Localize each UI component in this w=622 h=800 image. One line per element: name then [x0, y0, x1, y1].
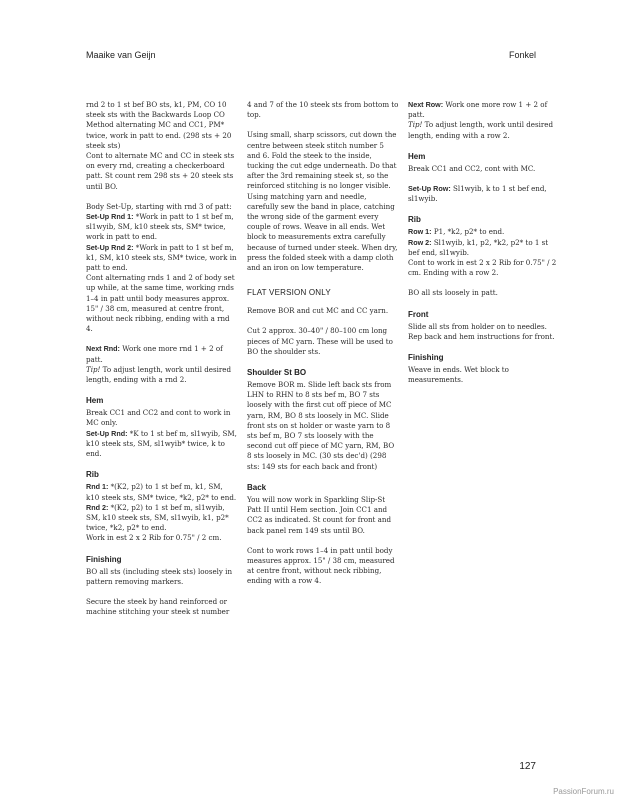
paragraph: Remove BOR and cut MC and CC yarn.: [247, 306, 389, 316]
paragraph: 4 and 7 of the 10 steek sts from bottom to top.: [247, 100, 399, 120]
page-number: 127: [519, 761, 536, 772]
instruction-text: Work one more row 1 + 2 of patt.: [408, 100, 548, 120]
pattern-title: Fonkel: [508, 50, 536, 60]
paragraph: Weave in ends. Wet block to measurements.: [408, 365, 509, 385]
column-1: [86, 100, 238, 627]
instruction-text: *(K2, p2) to 1 st bef m, sl1wyib, SM, k10 steek sts, SM, sl1wyib, k1, p2* twice, *k2, p2* to end.: [86, 502, 229, 533]
tip-label: Tip!: [86, 364, 101, 374]
instruction-text: *K to 1 st bef m, sl1wyib, SM, k10 steek sts, SM, sl1wyib* twice, k to end.: [86, 428, 237, 459]
instruction: [86, 503, 238, 534]
tip-label: Tip!: [408, 120, 423, 130]
paragraph: Remove BOR m. Slide left back sts from LHN to RHN to 8 sts bef m, BO 7 sts loosely with the first cut off piece of MC yarn, RM, BO 8 sts loosely in MC. Slide front sts on st holder or waste yarn to 8 sts bef m, BO 7 sts loosely with the second cut off piece of MC yarn, RM, BO 8 sts loosely in MC. (30 sts dec'd) (298 sts: 149 sts for each back and front): [247, 380, 395, 471]
paragraph: You will now work in Sparkling Slip-St Patt II until Hem section. Join CC1 and CC2 as indicated. St count for front and back panel rem 149 sts until BO.: [247, 494, 391, 535]
instruction-text: *(K2, p2) to 1 st bef m, k1, SM, k10 steek sts, SM* twice, *k2, p2* to end.: [86, 482, 237, 502]
instruction-text: *Work in patt to 1 st bef m, k1, SM, k10 steek sts, SM* twice, work in patt to end.: [86, 242, 237, 273]
instruction-label: Rnd 2:: [86, 502, 109, 512]
paragraph: Break CC1 and CC2 and cont to work in MC only.: [86, 408, 231, 428]
paragraph: Using small, sharp scissors, cut down the centre between steek stitch number 5 and 6. Fold the steek to the inside, tucking the cut edge underneath. Do that after the 3rd remaining steek st, so the reinforced stitching is no longer visible. Using matching yarn and needle, carefully sew the band in place, catching the wrong side of the garment every couple of rows. Weave in all ends. Wet block to measurements extra carefully because of turned under steek. When dry, press the folded steek with a damp cloth and an iron on low temperature.: [247, 130, 398, 273]
instruction: [86, 344, 238, 364]
instruction-label: Rnd 1:: [86, 482, 109, 492]
instruction-text: P1, *k2, p2* to end.: [431, 227, 505, 237]
tip: [86, 365, 238, 385]
paragraph: Break CC1 and CC2, cont with MC.: [408, 163, 536, 173]
section-heading: Hem: [408, 151, 426, 161]
column-2: [247, 100, 399, 597]
instruction-label: Next Row:: [408, 100, 444, 109]
paragraph: rnd 2 to 1 st bef BO sts, k1, PM, CO 10 steek sts with the Backwards Loop CO Method alternating MC and CC1, PM* twice, work in patt to end. (298 sts + 20 steek sts) Cont to alternate MC and CC in steek sts on every rnd, creating a checkerboard patt. St count rem 298 sts + 20 steek sts until BO.: [86, 100, 235, 191]
section-heading: FLAT VERSION ONLY: [247, 288, 331, 298]
section-heading: Front: [408, 309, 429, 319]
instruction-label: Set-Up Rnd 2:: [86, 242, 134, 252]
instruction-text: *Work in patt to 1 st bef m, sl1wyib, SM, k10 steek sts, SM* twice, work in patt to end.: [86, 212, 234, 242]
tip-text: To adjust length, work until desired length, ending with a rnd 2.: [86, 364, 232, 385]
paragraph: Slide all sts from holder on to needles. Rep back and hem instructions for front.: [408, 321, 555, 341]
section-heading: Finishing: [408, 353, 444, 363]
paragraph: Cont to work in est 2 x 2 Rib for 0.75" / 2 cm. Ending with a row 2.: [408, 258, 557, 278]
instruction-label: Set-Up Rnd 1:: [86, 212, 134, 222]
paragraph: BO all sts loosely in patt.: [408, 288, 498, 298]
instruction-text: Sl1wyib, k1, p2, *k2, p2* to 1 st bef end, sl1wyib.: [408, 237, 549, 257]
author-name: Maaike van Geijn: [86, 50, 156, 60]
tip-text: To adjust length, work until desired length, ending with a row 2.: [408, 120, 554, 140]
instruction: [408, 238, 560, 258]
instruction: [86, 482, 238, 502]
instruction: [408, 184, 560, 204]
instruction-label: Row 1:: [408, 227, 432, 237]
instruction-label: Set-Up Row:: [408, 184, 451, 194]
instruction-text: Sl1wyib, k to 1 st bef end, sl1wyib.: [408, 184, 547, 204]
instruction-text: Work one more rnd 1 + 2 of patt.: [86, 344, 223, 364]
paragraph: Work in est 2 x 2 Rib for 0.75" / 2 cm.: [86, 533, 222, 543]
instruction: [408, 100, 560, 120]
instruction-label: Row 2:: [408, 237, 432, 247]
paragraph: Body Set-Up, starting with rnd 3 of patt:: [86, 201, 232, 211]
paragraph: Secure the steek by hand reinforced or machine stitching your steek st number: [86, 596, 230, 617]
section-heading: Finishing: [86, 554, 122, 564]
instruction-label: Set-Up Rnd:: [86, 428, 128, 438]
instruction: [86, 243, 238, 274]
instruction: [86, 429, 238, 460]
paragraph: Cut 2 approx. 30–40" / 80–100 cm long pieces of MC yarn. These will be used to BO the shoulder sts.: [247, 326, 393, 356]
section-heading: Hem: [86, 396, 104, 406]
column-3: [408, 100, 560, 395]
section-heading: Rib: [408, 215, 421, 225]
instruction: [408, 227, 560, 237]
paragraph: Cont alternating rnds 1 and 2 of body set up while, at the same time, working rnds 1–4 in patt until body measures approx. 15" / 38 cm, measured at centre front, without neck ribbing, ending with a rnd 4.: [86, 273, 235, 334]
tip: [408, 120, 560, 140]
instruction: [86, 212, 238, 243]
paragraph: BO all sts (including steek sts) loosely in pattern removing markers.: [86, 566, 233, 586]
instruction-label: Next Rnd:: [86, 344, 120, 354]
watermark: PassionForum.ru: [553, 787, 614, 796]
section-heading: Rib: [86, 470, 99, 480]
section-heading: Back: [247, 482, 267, 492]
section-heading: Shoulder St BO: [247, 368, 307, 378]
paragraph: Cont to work rows 1–4 in patt until body measures approx. 15" / 38 cm, measured at centre front, without neck ribbing, ending with a row 4.: [247, 545, 395, 586]
